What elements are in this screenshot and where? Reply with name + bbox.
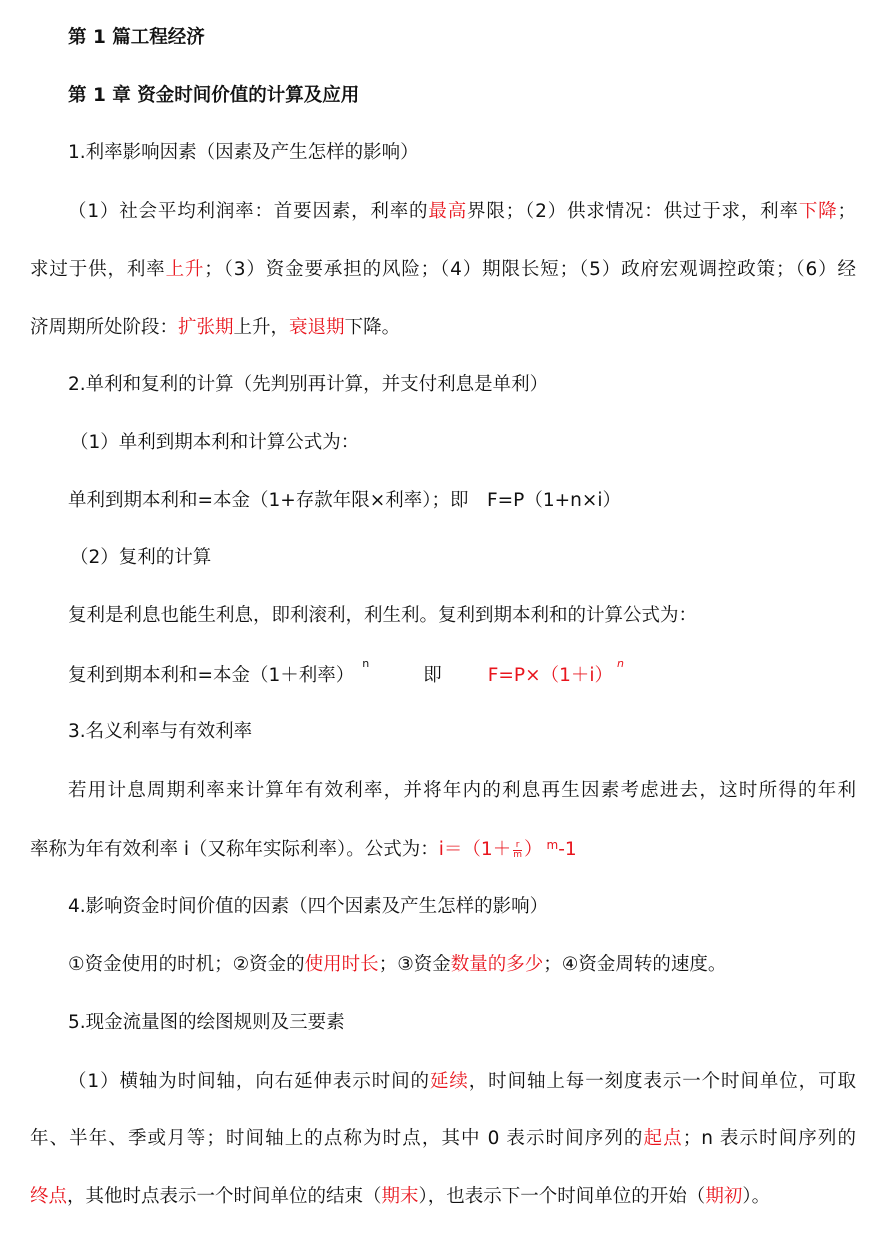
section-1-line-2: 求过于供，利率上升；（3）资金要承担的风险；（4）期限长短；（5）政府宏观调控政策；（6）经 [30,259,856,280]
compound-interest-formula: 复利到期本利和=本金（1＋利率）$^n$即 $F=P\times(1+i)^n$ [68,657,624,686]
section-2-sub-1: （1）单利到期本利和计算公式为： [70,432,360,453]
section-5-line-3: 终点，其他时点表示一个时间单位的结束（期末），也表示下一个时间单位的开始（期初）。 [30,1186,771,1207]
section-3-heading: 3.名义利率与有效利率 [68,721,253,742]
compound-interest-desc: 复利是利息也能生利息，即利滚利，利生利。复利到期本利和的计算公式为： [68,605,698,626]
effective-rate-formula: 率称为年有效利率 i（又称年实际利率）。公式为：i＝（1＋ $\frac{r}{m}$ ） $^m$-1 [30,838,577,860]
section-1-line-3: 济周期所处阶段：扩张期上升，衰退期下降。 [30,317,401,338]
section-4-line: ①资金使用的时机；②资金的使用时长；③资金数量的多少；④资金周转的速度。 [68,954,727,975]
chapter-title: 第 1 章 资金时间价值的计算及应用 [68,85,360,106]
rate-fraction: $\frac{r}{m}$ [513,839,522,860]
section-2-sub-2: （2）复利的计算 [70,547,212,568]
section-4-heading: 4.影响资金时间价值的因素（四个因素及产生怎样的影响） [68,896,549,917]
part-title: 第 1 篇工程经济 [68,27,205,48]
section-5-line-1: （1）横轴为时间轴，向右延伸表示时间的延续，时间轴上每一刻度表示一个时间单位，可取 [68,1071,856,1092]
section-5-line-2: 年、半年、季或月等；时间轴上的点称为时点，其中 0 表示时间序列的起点；n 表示时间序列的 [30,1128,856,1149]
simple-interest-formula: 单利到期本利和=本金（1+存款年限×利率）；即 F=P（1+n×i） [68,490,621,511]
section-3-line-1: 若用计息周期利率来计算年有效利率，并将年内的利息再生因素考虑进去，这时所得的年利 [68,780,856,801]
section-5-heading: 5.现金流量图的绘图规则及三要素 [68,1012,345,1033]
section-1-heading: 1.利率影响因素（因素及产生怎样的影响） [68,142,419,163]
section-1-line-1: （1）社会平均利润率：首要因素，利率的最高界限；（2）供求情况：供过于求，利率下降； [68,201,856,222]
section-2-heading: 2.单利和复利的计算（先判别再计算，并支付利息是单利） [68,374,549,395]
